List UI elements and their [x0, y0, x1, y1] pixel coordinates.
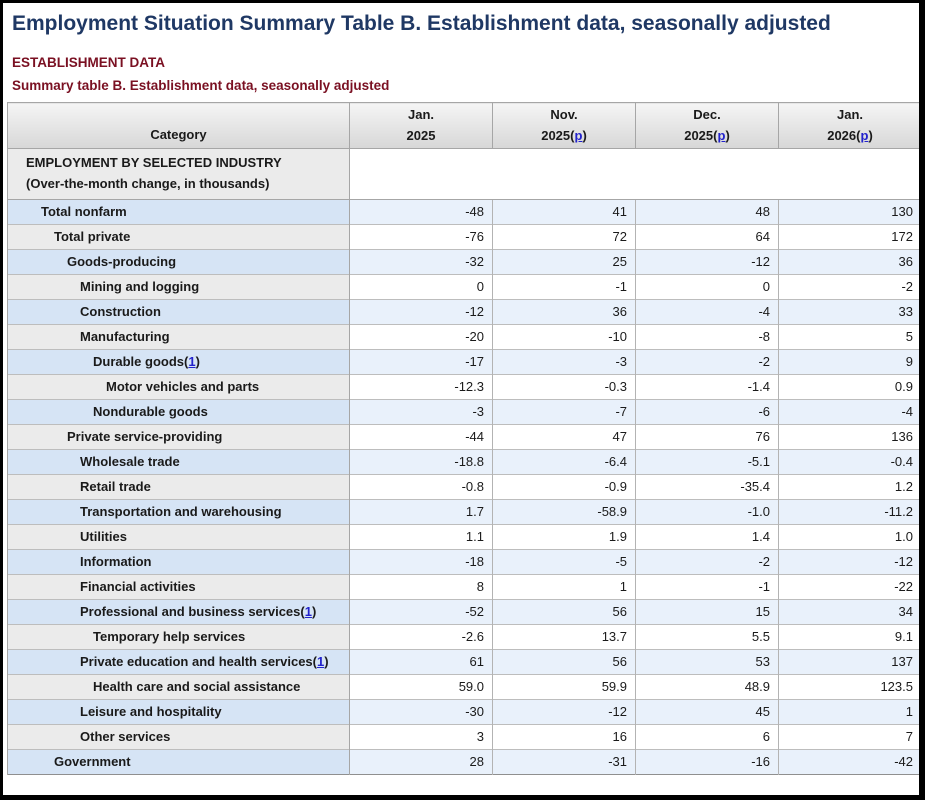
category-label: Mining and logging	[80, 279, 200, 295]
value-cell: -5.1	[636, 449, 779, 474]
value-cell: 1.1	[350, 524, 493, 549]
value-cell: -1	[636, 574, 779, 599]
value-cell: 59.9	[493, 674, 636, 699]
category-label: Durable goods	[93, 354, 185, 370]
value-cell: -1.4	[636, 374, 779, 399]
value-cell: -0.8	[350, 474, 493, 499]
table-row	[8, 199, 922, 224]
value-cell: -76	[350, 224, 493, 249]
footnote-link[interactable]: 1	[304, 604, 312, 620]
value-cell: 33	[779, 299, 922, 324]
value-cell: 7	[779, 724, 922, 749]
category-label: Government	[54, 754, 131, 770]
column-year: 2025	[406, 127, 436, 143]
category-label: Private service-providing	[67, 429, 223, 445]
value-cell: 1	[779, 699, 922, 724]
value-cell: -12	[493, 699, 636, 724]
value-cell: -3	[350, 399, 493, 424]
value-cell: 0.9	[779, 374, 922, 399]
value-cell: -2	[779, 274, 922, 299]
category-label: Health care and social assistance	[93, 679, 301, 695]
value-cell: 56	[493, 599, 636, 624]
category-cell: Professional and business services(1)	[8, 599, 350, 624]
table-row	[8, 349, 922, 374]
value-cell: 47	[493, 424, 636, 449]
value-cell: 6	[636, 724, 779, 749]
column-year: 2026(p)	[827, 127, 873, 143]
category-label: Construction	[80, 304, 161, 320]
summary-table-heading: Summary table B. Establishment data, seasonally adjusted	[12, 78, 390, 93]
value-cell: 1.4	[636, 524, 779, 549]
category-cell	[8, 424, 350, 449]
value-cell: 0	[350, 274, 493, 299]
value-cell: 45	[636, 699, 779, 724]
section-line2: (Over-the-month change, in thousands)	[26, 175, 270, 191]
category-cell	[8, 449, 350, 474]
value-cell: -1	[493, 274, 636, 299]
value-cell: -0.9	[493, 474, 636, 499]
section-line1: EMPLOYMENT BY SELECTED INDUSTRY	[26, 155, 282, 170]
value-cell: 41	[493, 199, 636, 224]
value-cell: 0	[636, 274, 779, 299]
value-cell: -0.4	[779, 449, 922, 474]
table-row	[8, 574, 922, 599]
value-cell: -30	[350, 699, 493, 724]
category-cell	[8, 199, 350, 224]
footnote-link[interactable]: 1	[188, 354, 196, 370]
table-row	[8, 424, 922, 449]
column-year: 2025(p)	[541, 127, 587, 143]
column-month: Jan.	[836, 107, 863, 123]
table-row	[8, 599, 922, 624]
category-column-header: Category	[8, 103, 350, 149]
column-header-jan-2026	[779, 103, 922, 149]
category-label: Professional and business services	[80, 604, 301, 620]
category-label: Transportation and warehousing	[80, 504, 282, 520]
section-row	[8, 149, 922, 200]
footnote-link[interactable]: 1	[317, 654, 325, 670]
category-cell	[8, 474, 350, 499]
page-title: Employment Situation Summary Table B. Establishment data, seasonally adjusted	[12, 12, 831, 35]
value-cell: -18.8	[350, 449, 493, 474]
value-cell: 48.9	[636, 674, 779, 699]
value-cell: -31	[493, 749, 636, 774]
value-cell: 130	[779, 199, 922, 224]
value-cell: 8	[350, 574, 493, 599]
value-cell: 34	[779, 599, 922, 624]
value-cell: 36	[779, 249, 922, 274]
value-cell: -2	[636, 549, 779, 574]
value-cell: -8	[636, 324, 779, 349]
table-row	[8, 624, 922, 649]
category-label: Wholesale trade	[80, 454, 180, 470]
category-cell: Durable goods(1)	[8, 349, 350, 374]
value-cell: 3	[350, 724, 493, 749]
value-cell: -58.9	[493, 499, 636, 524]
value-cell: -11.2	[779, 499, 922, 524]
value-cell: -12	[350, 299, 493, 324]
value-cell: 137	[779, 649, 922, 674]
section-empty-cell	[350, 149, 922, 200]
value-cell: 36	[493, 299, 636, 324]
category-label: Other services	[80, 729, 171, 745]
table-row	[8, 499, 922, 524]
table-header-row	[8, 103, 922, 149]
value-cell: 28	[350, 749, 493, 774]
category-label: Temporary help services	[93, 629, 246, 645]
value-cell: -10	[493, 324, 636, 349]
table-row	[8, 474, 922, 499]
table-row	[8, 399, 922, 424]
value-cell: -4	[636, 299, 779, 324]
table-row	[8, 699, 922, 724]
table-row	[8, 324, 922, 349]
value-cell: -2	[636, 349, 779, 374]
value-cell: -17	[350, 349, 493, 374]
value-cell: 5.5	[636, 624, 779, 649]
category-cell	[8, 524, 350, 549]
category-label: Leisure and hospitality	[80, 704, 222, 720]
value-cell: 9.1	[779, 624, 922, 649]
category-cell	[8, 249, 350, 274]
category-cell	[8, 674, 350, 699]
value-cell: -6	[636, 399, 779, 424]
column-month: Nov.	[550, 107, 578, 123]
value-cell: -32	[350, 249, 493, 274]
establishment-data-heading: ESTABLISHMENT DATA	[12, 55, 165, 70]
value-cell: -3	[493, 349, 636, 374]
value-cell: -42	[779, 749, 922, 774]
value-cell: 76	[636, 424, 779, 449]
category-cell	[8, 399, 350, 424]
column-header-jan-2025	[350, 103, 493, 149]
value-cell: -12.3	[350, 374, 493, 399]
table-row	[8, 249, 922, 274]
category-label: Information	[80, 554, 152, 570]
table-row	[8, 224, 922, 249]
column-header-dec-2025	[636, 103, 779, 149]
value-cell: -48	[350, 199, 493, 224]
value-cell: -16	[636, 749, 779, 774]
category-cell	[8, 299, 350, 324]
category-cell	[8, 724, 350, 749]
preliminary-footnote-link[interactable]: p	[717, 127, 726, 143]
value-cell: 1.9	[493, 524, 636, 549]
value-cell: -52	[350, 599, 493, 624]
value-cell: -0.3	[493, 374, 636, 399]
category-label: Manufacturing	[80, 329, 170, 345]
value-cell: 53	[636, 649, 779, 674]
table-row	[8, 274, 922, 299]
value-cell: -2.6	[350, 624, 493, 649]
value-cell: -4	[779, 399, 922, 424]
category-label: Nondurable goods	[93, 404, 208, 420]
category-cell	[8, 374, 350, 399]
category-cell	[8, 574, 350, 599]
table-row	[8, 649, 922, 674]
column-month: Dec.	[693, 107, 721, 123]
establishment-data-table	[7, 102, 922, 775]
category-cell	[8, 324, 350, 349]
value-cell: -5	[493, 549, 636, 574]
value-cell: -22	[779, 574, 922, 599]
value-cell: 1.2	[779, 474, 922, 499]
category-label: Financial activities	[80, 579, 196, 595]
value-cell: -12	[636, 249, 779, 274]
category-cell	[8, 699, 350, 724]
value-cell: -1.0	[636, 499, 779, 524]
column-year: 2025(p)	[684, 127, 730, 143]
category-label: Goods-producing	[67, 254, 177, 270]
value-cell: -7	[493, 399, 636, 424]
table-row	[8, 374, 922, 399]
table-row	[8, 449, 922, 474]
value-cell: 59.0	[350, 674, 493, 699]
category-cell	[8, 499, 350, 524]
value-cell: 9	[779, 349, 922, 374]
value-cell: 48	[636, 199, 779, 224]
category-cell	[8, 549, 350, 574]
value-cell: 61	[350, 649, 493, 674]
category-cell: Private education and health services(1)	[8, 649, 350, 674]
preliminary-footnote-link[interactable]: p	[860, 127, 869, 143]
preliminary-footnote-link[interactable]: p	[574, 127, 583, 143]
value-cell: 1.0	[779, 524, 922, 549]
value-cell: 1.7	[350, 499, 493, 524]
value-cell: 5	[779, 324, 922, 349]
category-label: Total nonfarm	[41, 204, 127, 220]
category-cell	[8, 624, 350, 649]
value-cell: 56	[493, 649, 636, 674]
column-month: Jan.	[407, 107, 434, 123]
table-row	[8, 749, 922, 774]
value-cell: 1	[493, 574, 636, 599]
table-row	[8, 724, 922, 749]
table-row	[8, 674, 922, 699]
value-cell: 15	[636, 599, 779, 624]
category-label: Total private	[54, 229, 131, 245]
column-header-nov-2025	[493, 103, 636, 149]
category-cell	[8, 224, 350, 249]
value-cell: -35.4	[636, 474, 779, 499]
value-cell: 13.7	[493, 624, 636, 649]
category-label: Retail trade	[80, 479, 151, 495]
value-cell: 136	[779, 424, 922, 449]
value-cell: -12	[779, 549, 922, 574]
section-header-cell	[8, 149, 350, 200]
value-cell: 16	[493, 724, 636, 749]
category-label: Motor vehicles and parts	[106, 379, 260, 395]
category-cell	[8, 274, 350, 299]
table-row	[8, 549, 922, 574]
category-label: Private education and health services	[80, 654, 313, 670]
table-row	[8, 524, 922, 549]
value-cell: -20	[350, 324, 493, 349]
value-cell: 25	[493, 249, 636, 274]
value-cell: 64	[636, 224, 779, 249]
table-row	[8, 299, 922, 324]
value-cell: 172	[779, 224, 922, 249]
value-cell: 72	[493, 224, 636, 249]
value-cell: -44	[350, 424, 493, 449]
value-cell: -18	[350, 549, 493, 574]
value-cell: 123.5	[779, 674, 922, 699]
value-cell: -6.4	[493, 449, 636, 474]
category-label: Utilities	[80, 529, 127, 545]
category-cell	[8, 749, 350, 774]
